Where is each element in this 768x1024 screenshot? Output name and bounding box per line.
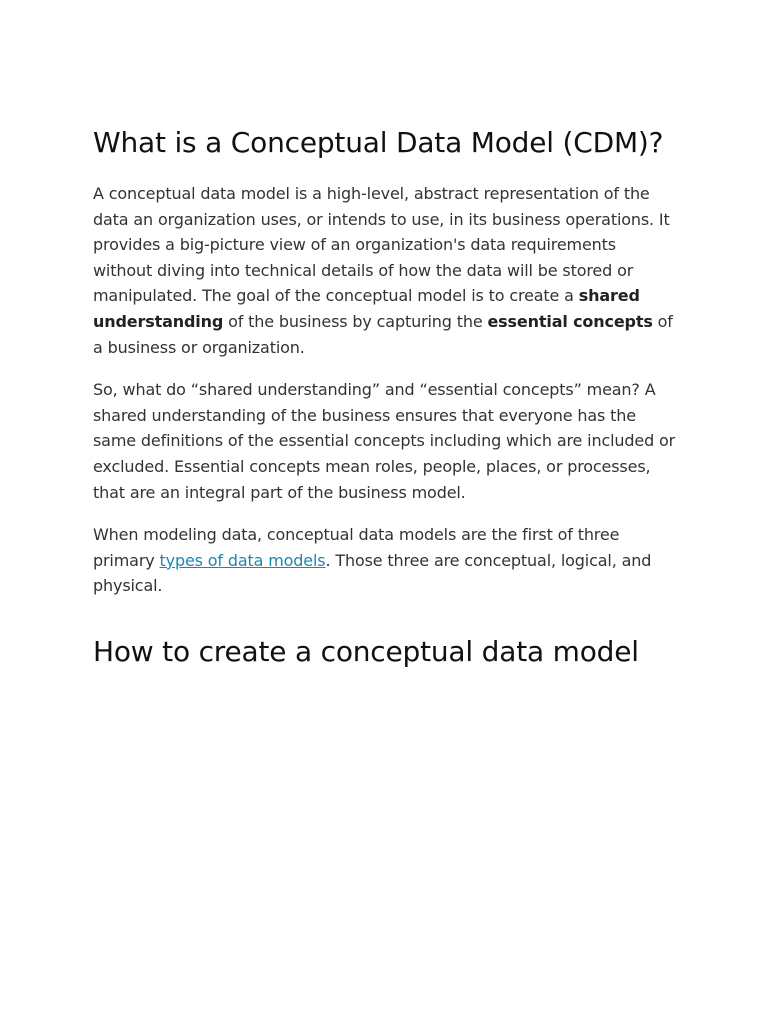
page-title: What is a Conceptual Data Model (CDM)? [93,126,664,159]
types-text-1: When modeling data, conceptual data models are the first of three primary [93,525,620,570]
intro-text-2: of the business by capturing the [223,311,488,331]
types-of-data-models-link[interactable]: types of data models [159,550,326,570]
types-text-2: . Those three are conceptual, logical, and physical. [93,550,652,596]
shared-understanding-bold: shared understanding [93,286,640,331]
intro-paragraph [93,181,678,360]
types-paragraph [93,522,678,599]
essential-concepts-bold: essential concepts [487,311,653,331]
intro-text-1: A conceptual data model is a high-level, abstract representation of the data an organization uses, or intends to use, in its business operations. It provides a big-picture view of an organization's data requirements without diving into technical details of how the data will be stored or manipulated. The goal of the conceptual model is to create a [93,184,670,306]
definition-paragraph: So, what do “shared understanding” and “essential concepts” mean? A shared understanding of the business ensures that everyone has the same definitions of the essential concepts including which are included or excluded. Essential concepts mean roles, people, places, or processes, that are an integral part of the business model. [93,380,676,502]
article [93,124,678,671]
intro-text-3: of a business or organization. [93,311,673,357]
section-heading: How to create a conceptual data model [93,634,639,668]
